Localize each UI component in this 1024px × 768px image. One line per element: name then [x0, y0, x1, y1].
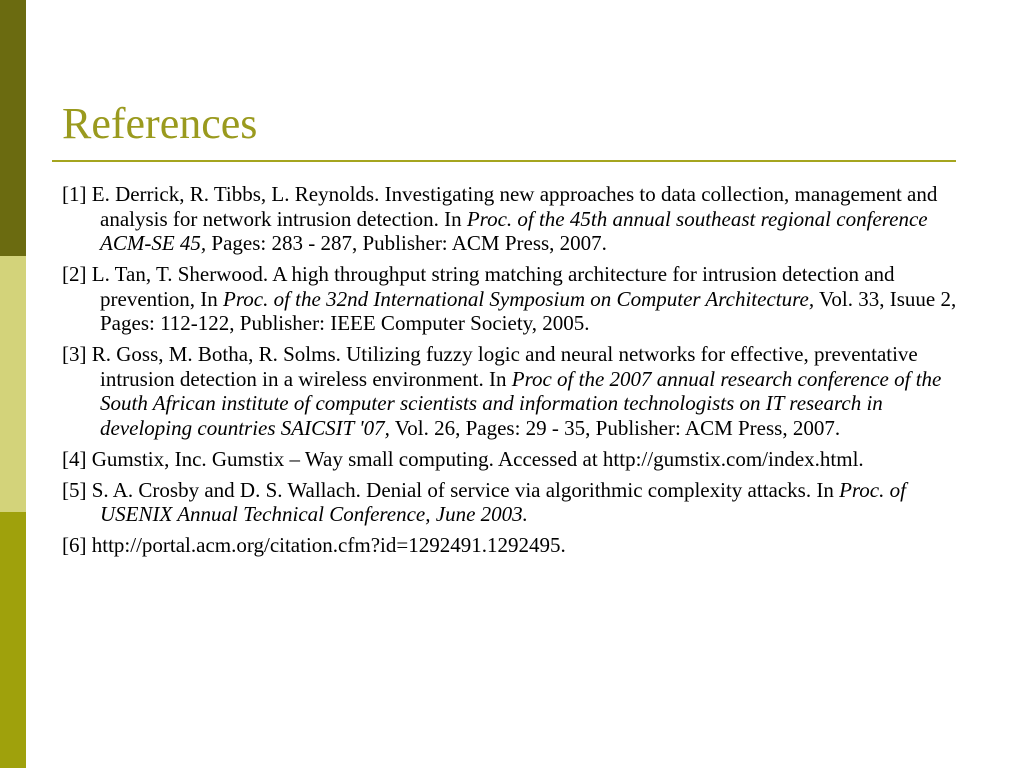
- side-bar-segment-middle: [0, 256, 26, 512]
- reference-details: Pages: 283 - 287, Publisher: ACM Press, 2007.: [206, 231, 607, 255]
- reference-item-1: [62, 182, 957, 256]
- reference-text: [4] Gumstix, Inc. Gumstix – Way small computing. Accessed at http://gumstix.com/index.html.: [62, 446, 864, 471]
- reference-item-6: [62, 533, 957, 558]
- reference-text: [5] S. A. Crosby and D. S. Wallach. Denial of service via algorithmic complexity attacks. In: [62, 477, 840, 502]
- reference-details: Vol. 33, Isuue 2, Pages: 112-122, Publisher: IEEE Computer Society, 2005.: [100, 286, 957, 335]
- reference-text: [3] R. Goss, M. Botha, R. Solms. Utilizing fuzzy logic and neural networks for effective, preventative intrusion detection in a wireless environment. In: [62, 342, 918, 391]
- side-bar-segment-top: [0, 0, 26, 256]
- reference-venue: Proc. of the 45th annual southeast regional conference ACM-SE 45,: [100, 206, 928, 255]
- reference-item-5: [62, 478, 957, 527]
- reference-venue: Proc of the 2007 annual research conference of the South African institute of computer scientists and information technologists on IT research in developing countries SAICSIT '07,: [100, 366, 942, 440]
- slide-title: References: [62, 99, 258, 148]
- reference-item-3: [62, 342, 957, 440]
- reference-item-4: [62, 447, 957, 472]
- title-underline: [52, 160, 956, 162]
- reference-list: [62, 182, 957, 564]
- reference-item-2: [62, 262, 957, 336]
- reference-text: [6] http://portal.acm.org/citation.cfm?id=1292491.1292495.: [62, 533, 566, 557]
- reference-text: [1] E. Derrick, R. Tibbs, L. Reynolds. Investigating new approaches to data collection, management and analysis for network intrusion detection. In: [62, 182, 938, 231]
- reference-text: [2] L. Tan, T. Sherwood. A high throughput string matching architecture for intrusion detection and prevention, In: [62, 262, 895, 311]
- side-accent-bar: [0, 0, 26, 768]
- side-bar-segment-bottom: [0, 512, 26, 768]
- reference-venue: Proc. of USENIX Annual Technical Conference, June 2003.: [100, 477, 906, 526]
- reference-venue: Proc. of the 32nd International Symposium on Computer Architecture,: [223, 286, 815, 311]
- reference-details: Vol. 26, Pages: 29 - 35, Publisher: ACM Press, 2007.: [389, 415, 841, 440]
